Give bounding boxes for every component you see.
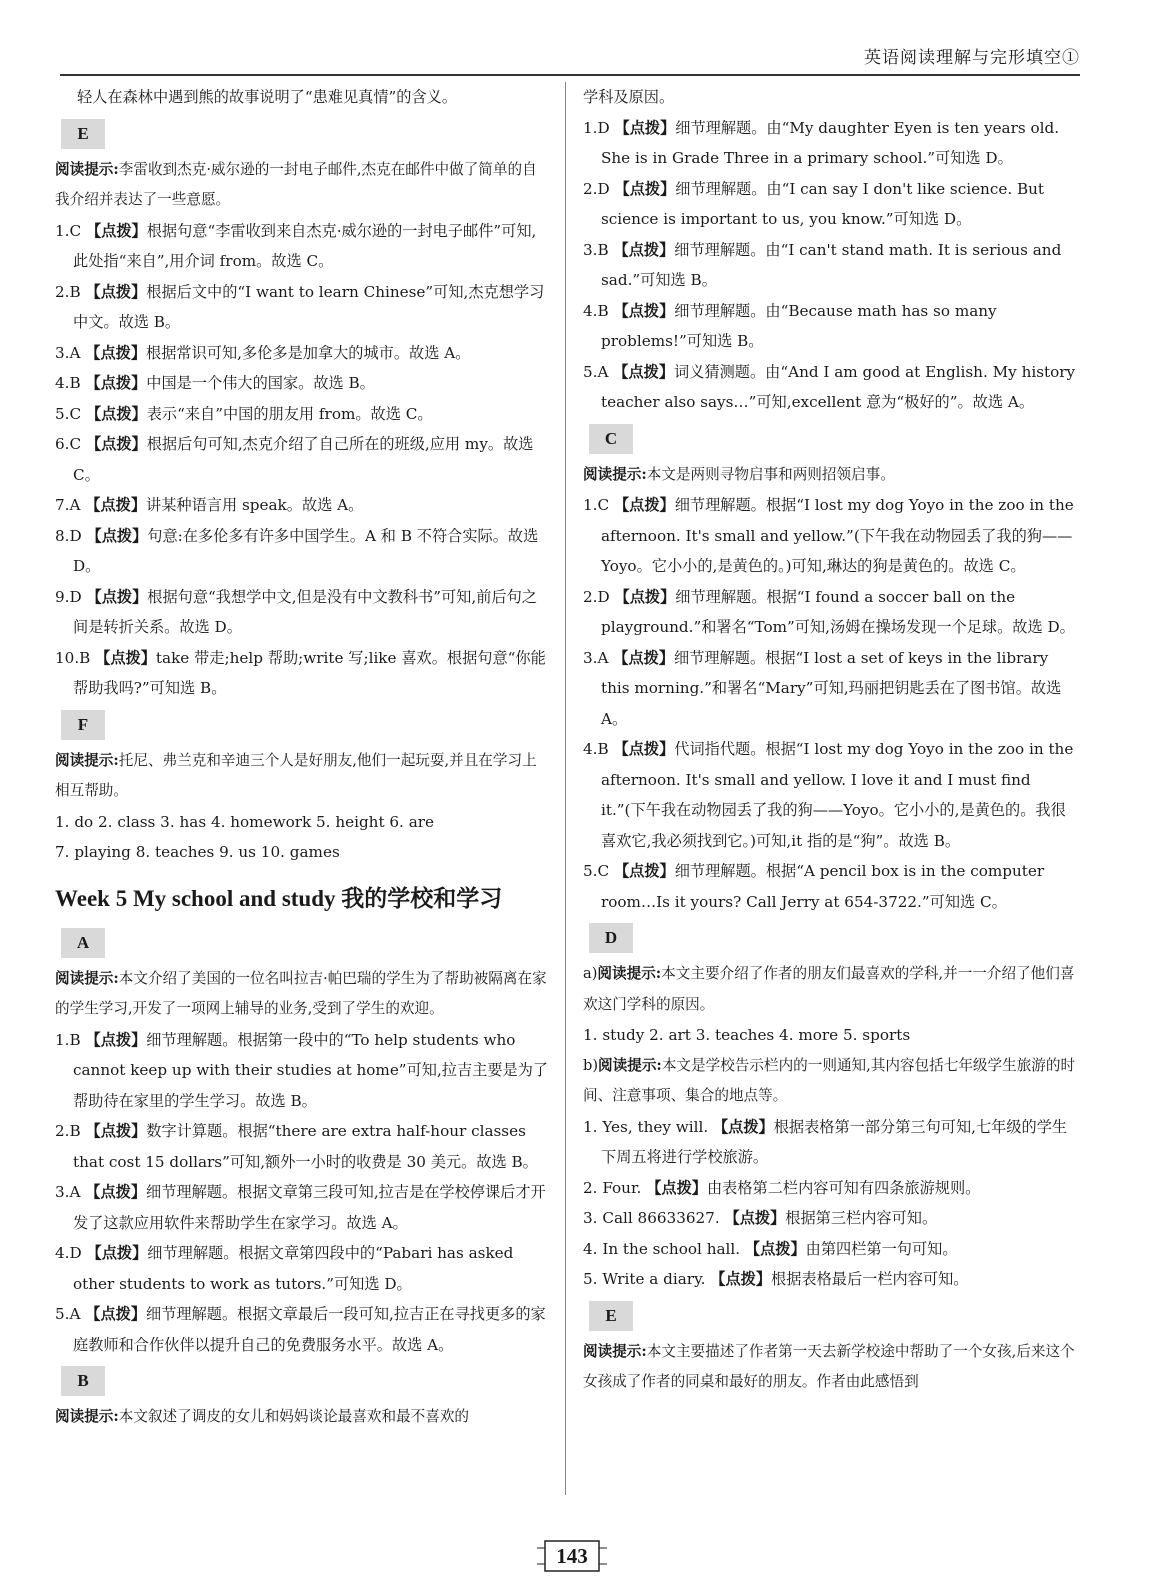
section-e-hint: 阅读提示:李雷收到杰克·威尔逊的一封电子邮件,杰克在邮件中做了简单的自我介绍并表达了一些意愿。 [55, 160, 537, 208]
column-divider [565, 82, 566, 1495]
section-a-hint: 阅读提示:本文介绍了美国的一位名叫拉吉·帕巴瑞的学生为了帮助被隔离在家的学生学习,开发了一项网上辅导的业务,受到了学生的欢迎。 [55, 969, 547, 1017]
section-d-answers-b [583, 1112, 1078, 1295]
list-item: 4. In the school hall. 【点拨】由第四栏第一句可知。 [583, 1239, 958, 1258]
list-item: 3. Call 86633627. 【点拨】根据第三栏内容可知。 [583, 1209, 938, 1227]
page-number: 143 [537, 1538, 607, 1574]
list-item: 2.D 【点拨】细节理解题。由“I can say I don't like science. But science is important to us, you know.”可知选 D。 [583, 179, 1045, 228]
list-item: 3.A 【点拨】细节理解题。根据文章第三段可知,拉吉是在学校停课后才开发了这款应用软件来帮助学生在家学习。故选 A。 [55, 1183, 546, 1232]
section-a-answers [55, 1025, 550, 1361]
list-item: 9.D 【点拨】根据句意“我想学中文,但是没有中文教科书”可知,前后句之间是转折关系。故选 D。 [55, 587, 537, 636]
list-item: 3.A 【点拨】根据常识可知,多伦多是加拿大的城市。故选 A。 [55, 343, 471, 362]
section-b-hint-cont: 学科及原因。 [583, 88, 675, 106]
list-item: 2.B 【点拨】数字计算题。根据“there are extra half-hour classes that cost 15 dollars”可知,额外一小时的收费是 30 美元。故选 B。 [55, 1122, 538, 1171]
section-e2-hint: 阅读提示:本文主要描述了作者第一天去新学校途中帮助了一个女孩,后来这个女孩成了作者的同桌和最好的朋友。作者由此感悟到 [583, 1342, 1075, 1390]
list-item: 2.D 【点拨】细节理解题。根据“I found a soccer ball on the playground.”和署名“Tom”可知,汤姆在操场发现一个足球。故选 D。 [583, 587, 1075, 636]
list-item: 5.A 【点拨】词义猜测题。由“And I am good at English. My history teacher also says…”可知,excellent 意为“极好的”。故选 A。 [583, 362, 1076, 411]
list-item: 2.B 【点拨】根据后文中的“I want to learn Chinese”可知,杰克想学习中文。故选 B。 [55, 282, 545, 331]
section-b-answers [583, 113, 1078, 418]
section-e2-label: E [589, 1301, 633, 1331]
section-d-label: D [589, 923, 633, 953]
list-item: 4.B 【点拨】细节理解题。由“Because math has so many problems!”可知选 B。 [583, 301, 997, 350]
right-column [583, 82, 1078, 1503]
section-b-label: B [61, 1366, 105, 1396]
list-item: 4.B 【点拨】代词指代题。根据“I lost my dog Yoyo in the zoo in the afternoon. It's small and yellow. I love it and I must find it.”(下午我在动物园丢了我的狗——Yoyo。它小小的,是黄色的。我很喜欢它,我必须找到它。)可知,it 指的是“狗”。故选 B。 [583, 740, 1074, 850]
list-item: 10.B 【点拨】take 带走;help 帮助;write 写;like 喜欢。根据句意“你能帮助我吗?”可知选 B。 [55, 648, 546, 697]
list-item: 1.D 【点拨】细节理解题。由“My daughter Eyen is ten years old. She is in Grade Three in a primary school.”可知选 D。 [583, 118, 1060, 167]
section-a-label: A [61, 928, 105, 958]
list-item: 5.C 【点拨】表示“来自”中国的朋友用 from。故选 C。 [55, 404, 433, 423]
section-d-hint-b: b)阅读提示:本文是学校告示栏内的一则通知,其内容包括七年级学生旅游的时间、注意事项、集合的地点等。 [583, 1056, 1076, 1104]
section-f-answers-2: 7. playing 8. teaches 9. us 10. games [55, 843, 340, 861]
list-item: 4.D 【点拨】细节理解题。根据文章第四段中的“Pabari has asked other students to work as tutors.”可知选 D。 [55, 1244, 514, 1293]
list-item: 4.B 【点拨】中国是一个伟大的国家。故选 B。 [55, 374, 375, 392]
section-f-hint: 阅读提示:托尼、弗兰克和辛迪三个人是好朋友,他们一起玩耍,并且在学习上相互帮助。 [55, 751, 537, 799]
section-b-hint: 阅读提示:本文叙述了调皮的女儿和妈妈谈论最喜欢和最不喜欢的 [55, 1408, 470, 1425]
list-item: 7.A 【点拨】讲某种语言用 speak。故选 A。 [55, 496, 364, 514]
list-item: 6.C 【点拨】根据后句可知,杰克介绍了自己所在的班级,应用 my。故选 C。 [55, 435, 534, 484]
book-title: 英语阅读理解与完形填空① [864, 48, 1080, 68]
list-item: 5.A 【点拨】细节理解题。根据文章最后一段可知,拉吉正在寻找更多的家庭教师和合作伙伴以提升自己的免费服务水平。故选 A。 [55, 1305, 546, 1354]
section-c-label: C [589, 424, 633, 454]
list-item: 1. Yes, they will. 【点拨】根据表格第一部分第三句可知,七年级的学生下周五将进行学校旅游。 [583, 1117, 1068, 1166]
left-column [55, 82, 550, 1503]
page-header [60, 38, 1080, 76]
week-heading: Week 5 My school and study 我的学校和学习 [55, 885, 503, 911]
intro-text: 轻人在森林中遇到熊的故事说明了“患难见真情”的含义。 [77, 88, 458, 106]
section-e-answers [55, 216, 550, 704]
section-c-answers [583, 490, 1078, 917]
section-e-label: E [61, 119, 105, 149]
section-f-label: F [61, 710, 105, 740]
section-d-answers-a: 1. study 2. art 3. teaches 4. more 5. sports [583, 1026, 911, 1044]
list-item: 3.B 【点拨】细节理解题。由“I can't stand math. It is serious and sad.”可知选 B。 [583, 240, 1062, 289]
list-item: 3.A 【点拨】细节理解题。根据“I lost a set of keys in the library this morning.”和署名“Mary”可知,玛丽把钥匙丢在了图书馆。故选 A。 [583, 648, 1062, 728]
section-d-hint-a: a)阅读提示:本文主要介绍了作者的朋友们最喜欢的学科,并一一介绍了他们喜欢这门学科的原因。 [583, 965, 1075, 1013]
list-item: 1.C 【点拨】细节理解题。根据“I lost my dog Yoyo in the zoo in the afternoon. It's small and yellow.”(下午我在动物园丢了我的狗——Yoyo。它小小的,是黄色的。)可知,琳达的狗是黄色的。故选 C。 [583, 496, 1074, 575]
list-item: 1.C 【点拨】根据句意“李雷收到来自杰克·威尔逊的一封电子邮件”可知,此处指“来自”,用介词 from。故选 C。 [55, 221, 537, 270]
section-c-hint: 阅读提示:本文是两则寻物启事和两则招领启事。 [583, 465, 895, 483]
list-item: 8.D 【点拨】句意:在多伦多有许多中国学生。A 和 B 不符合实际。故选 D。 [55, 526, 539, 575]
list-item: 5.C 【点拨】细节理解题。根据“A pencil box is in the computer room…Is it yours? Call Jerry at 654-3722.”可知选 C。 [583, 862, 1045, 911]
section-f-answers-1: 1. do 2. class 3. has 4. homework 5. height 6. are [55, 812, 435, 831]
list-item: 5. Write a diary. 【点拨】根据表格最后一栏内容可知。 [583, 1270, 969, 1288]
list-item: 2. Four. 【点拨】由表格第二栏内容可知有四条旅游规则。 [583, 1178, 981, 1197]
list-item: 1.B 【点拨】细节理解题。根据第一段中的“To help students who cannot keep up with their studies at home”可知,拉吉主要是为了帮助待在家里的学生学习。故选 B。 [55, 1030, 549, 1110]
